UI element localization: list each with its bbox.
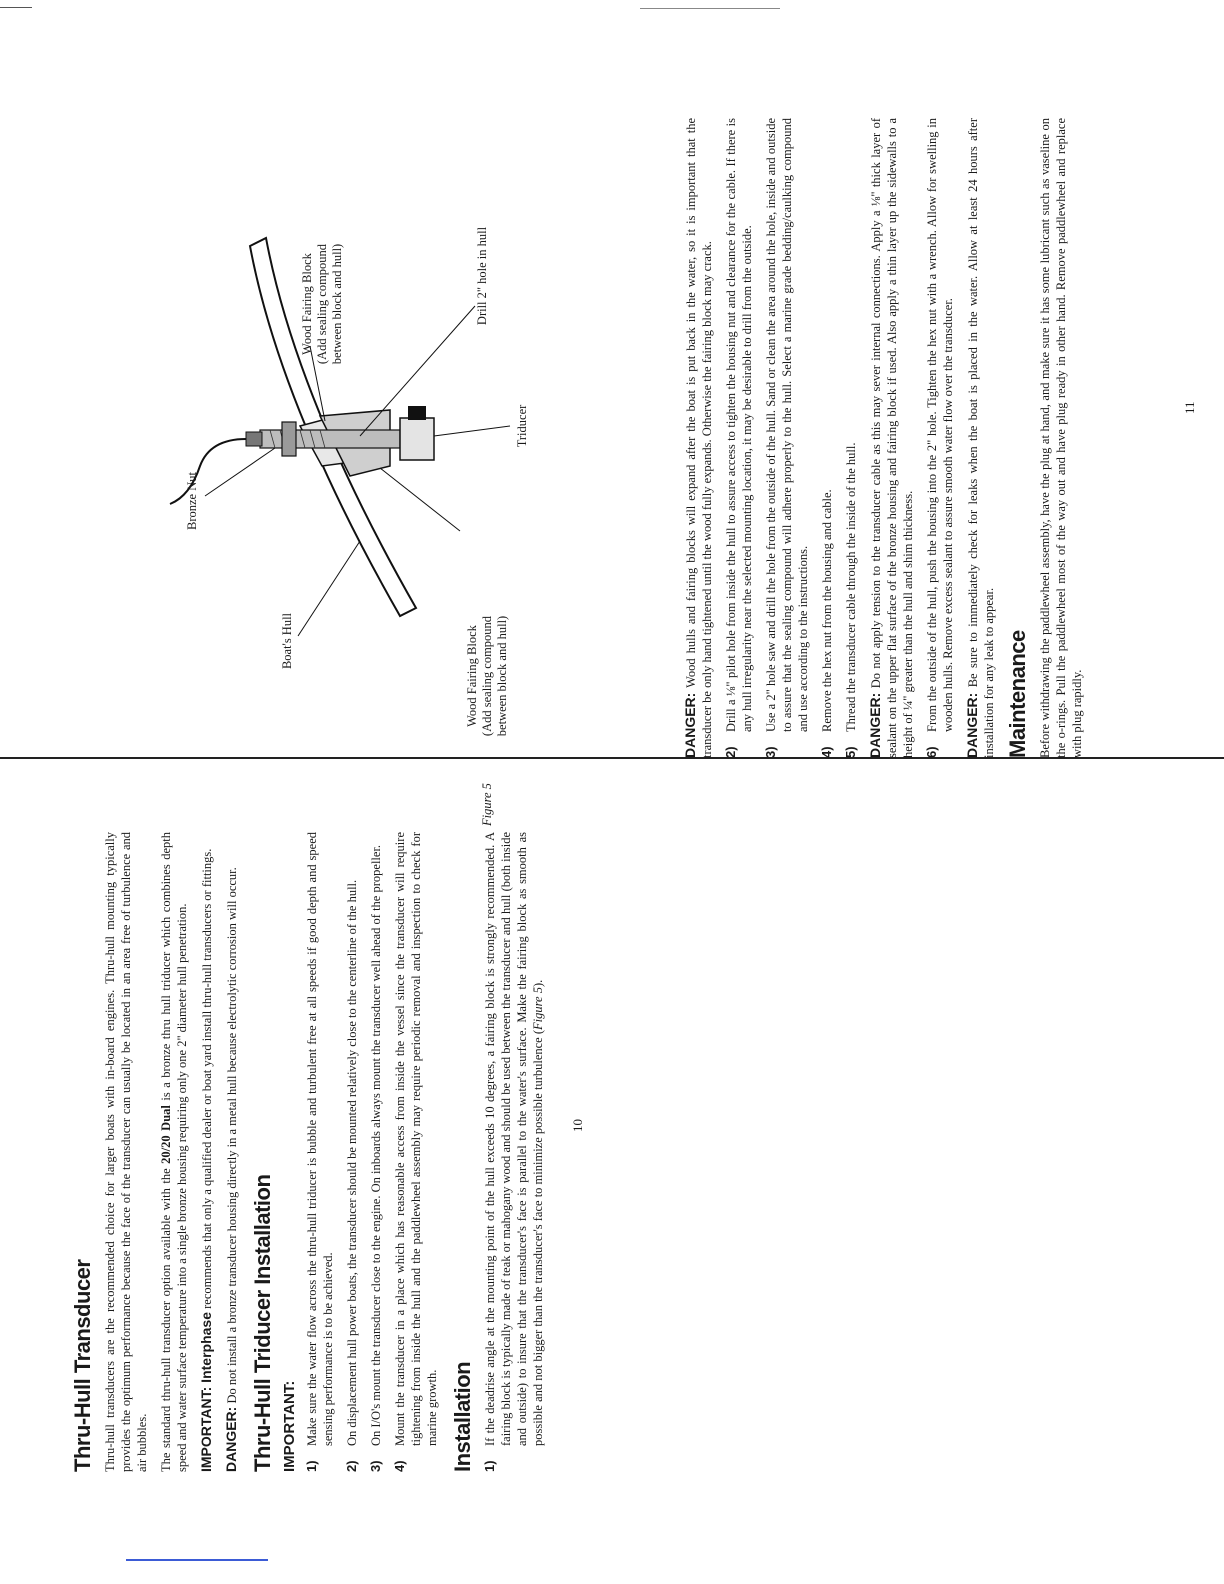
page-11-text-column <box>682 118 1093 758</box>
list-item: 1) Make sure the water flow across the thru-hull triducer is bubble and turbulent free at all speeds if good depth and speed sensing performance is to be achieved. <box>304 832 335 1472</box>
list-item: 1) If the deadrise angle at the mounting point of the hull exceeds 10 degrees, a fairing block is strongly recommended. A fairing block is typically made of teak or mahogany wood and should be used between the transducer and hull (both inside and outside) to insure that the transducer's face is parallel to the water's surface. Make the fairing block as smooth as possible and not bigger than the transducer's face to minimize possible turbulence (Figure 5). <box>482 832 545 1472</box>
list-item: 3) On I/O's mount the transducer close to the engine. On inboards always mount the transducer well ahead of the propeller. <box>368 844 383 1472</box>
danger-note: DANGER: Do not install a bronze transducer housing directly in a metal hull because electrolytic corrosion will occur. <box>223 867 239 1472</box>
paragraph: The standard thru-hull transducer option available with the 20/20 Dual is a bronze thru hull triducer which combines depth speed and water surface temperature into a single bronze housing requiring only one 2" diameter hull penetration. <box>159 832 189 1472</box>
important-subtitle: IMPORTANT: <box>281 1380 298 1472</box>
paragraph: Before withdrawing the paddlewheel assembly, have the plug at hand, and make sure it has some lubricant such as vaseline on the o-rings. Pull the paddlewheel most of the way out and have plug ready in other hand. Remove paddlewheel and replace with plug rapidly. <box>1038 118 1084 758</box>
leader-boats-hull <box>298 541 360 636</box>
label-bronze-nut: Bronze Nut <box>185 472 199 530</box>
page-10-text-column <box>70 832 554 1472</box>
danger-label: DANGER: <box>964 692 980 758</box>
section-title-maintenance: Maintenance <box>1005 630 1030 758</box>
figure-caption: Figure 5 <box>480 783 494 826</box>
leader-bronze-nut <box>205 448 275 496</box>
scan-edge-mark <box>126 1559 268 1561</box>
bronze-nut <box>282 422 296 456</box>
section-title-installation: Installation <box>450 1361 475 1472</box>
product-name: 20/20 Dual <box>159 1105 173 1164</box>
danger-label: DANGER: <box>223 1406 239 1472</box>
danger-note: DANGER: Do not apply tension to the transducer cable as this may sever internal connections. Apply a ⅛" thick layer of sealant on the upper flat surface of the bronze housing and fairing block if used. Also apply a thin layer up the sidewalls to a height of ¼" greater than the hull and shim thickness. <box>867 118 915 758</box>
danger-label: DANGER: <box>867 692 883 758</box>
label-drill-hole: Drill 2" hole in hull <box>475 226 489 326</box>
section-title-thru-hull-transducer: Thru-Hull Transducer <box>70 1259 95 1472</box>
page-number: 11 <box>1182 401 1197 414</box>
leader-outer-block <box>380 468 460 531</box>
list-item: 2) On displacement hull power boats, the transducer should be mounted relatively close to the centerline of the hull. <box>344 879 359 1472</box>
label-inner-fairing-block: Wood Fairing Block (Add sealing compound between block and hull) <box>300 243 344 365</box>
list-item: 5) Thread the transducer cable through the inside of the hull. <box>843 442 858 758</box>
list-item: 6) From the outside of the hull, push the housing into the 2" hole. Tighten the hex nut with a wrench. Allow for swelling in wooden hulls. Remove excess sealant to assure smooth water flow over the transducer. <box>924 118 955 758</box>
paddlewheel <box>408 406 426 420</box>
cable-cap <box>246 432 262 446</box>
figure-5-diagram <box>60 126 600 826</box>
figure-reference: Figure 5 <box>531 987 545 1030</box>
danger-label: DANGER: <box>682 692 698 758</box>
label-outer-fairing-block: Wood Fairing Block (Add sealing compound between block and hull) <box>465 615 509 737</box>
list-item: 2) Drill a ⅛" pilot hole from inside the hull to assure access to tighten the housing nut and clearance for the cable. If there is any hull irregularity near the selected mounting location, it may be desirable to drill from the outside. <box>723 118 754 758</box>
list-item: 4) Remove the hex nut from the housing and cable. <box>819 489 834 758</box>
important-note: IMPORTANT: Interphase recommends that only a qualified dealer or boat yard install thru-hull transducers or fittings. <box>198 848 214 1472</box>
list-item: 3) Use a 2" hole saw and drill the hole from the outside of the hull. Sand or clean the area around the hole, inside and outside to assure that the sealing compound will adhere properly to the hull. Select a marine grade bedding/caulking compound and use according to the instructions. <box>763 118 810 758</box>
section-title-triducer-installation: Thru-Hull Triducer Installation <box>250 1174 275 1472</box>
page-11 <box>612 0 1224 1584</box>
danger-note: DANGER: Wood hulls and fairing blocks will expand after the boat is put back in the water, so it is important that the transducer be only hand tightened until the wood fully expands. Otherwise the fairing block may crack. <box>682 118 714 758</box>
page-number: 10 <box>570 1119 585 1132</box>
danger-note: DANGER: Be sure to immediately check for leaks when the boat is placed in the water. Allow at least 24 hours after installation for any leak to appear. <box>964 118 996 758</box>
paragraph: Thru-hull transducers are the recommended choice for larger boats with in-board engines. Thru-hull mounting typically provides the optimum performance because the face of the transducer can usually be located in an area free of turbulence and air bubbles. <box>103 832 149 1472</box>
important-label: IMPORTANT: Interphase <box>198 1312 214 1472</box>
label-boats-hull: Boat's Hull <box>280 612 294 670</box>
list-item: 4) Mount the transducer in a place which has reasonable access from inside the vessel since the transducer will require tightening from inside the hull and the paddlewheel assembly may require periodic removal and inspection to check for marine growth. <box>392 832 439 1472</box>
triducer-head <box>400 418 434 460</box>
label-triducer: Triducer <box>515 404 529 448</box>
leader-triducer <box>434 426 510 436</box>
